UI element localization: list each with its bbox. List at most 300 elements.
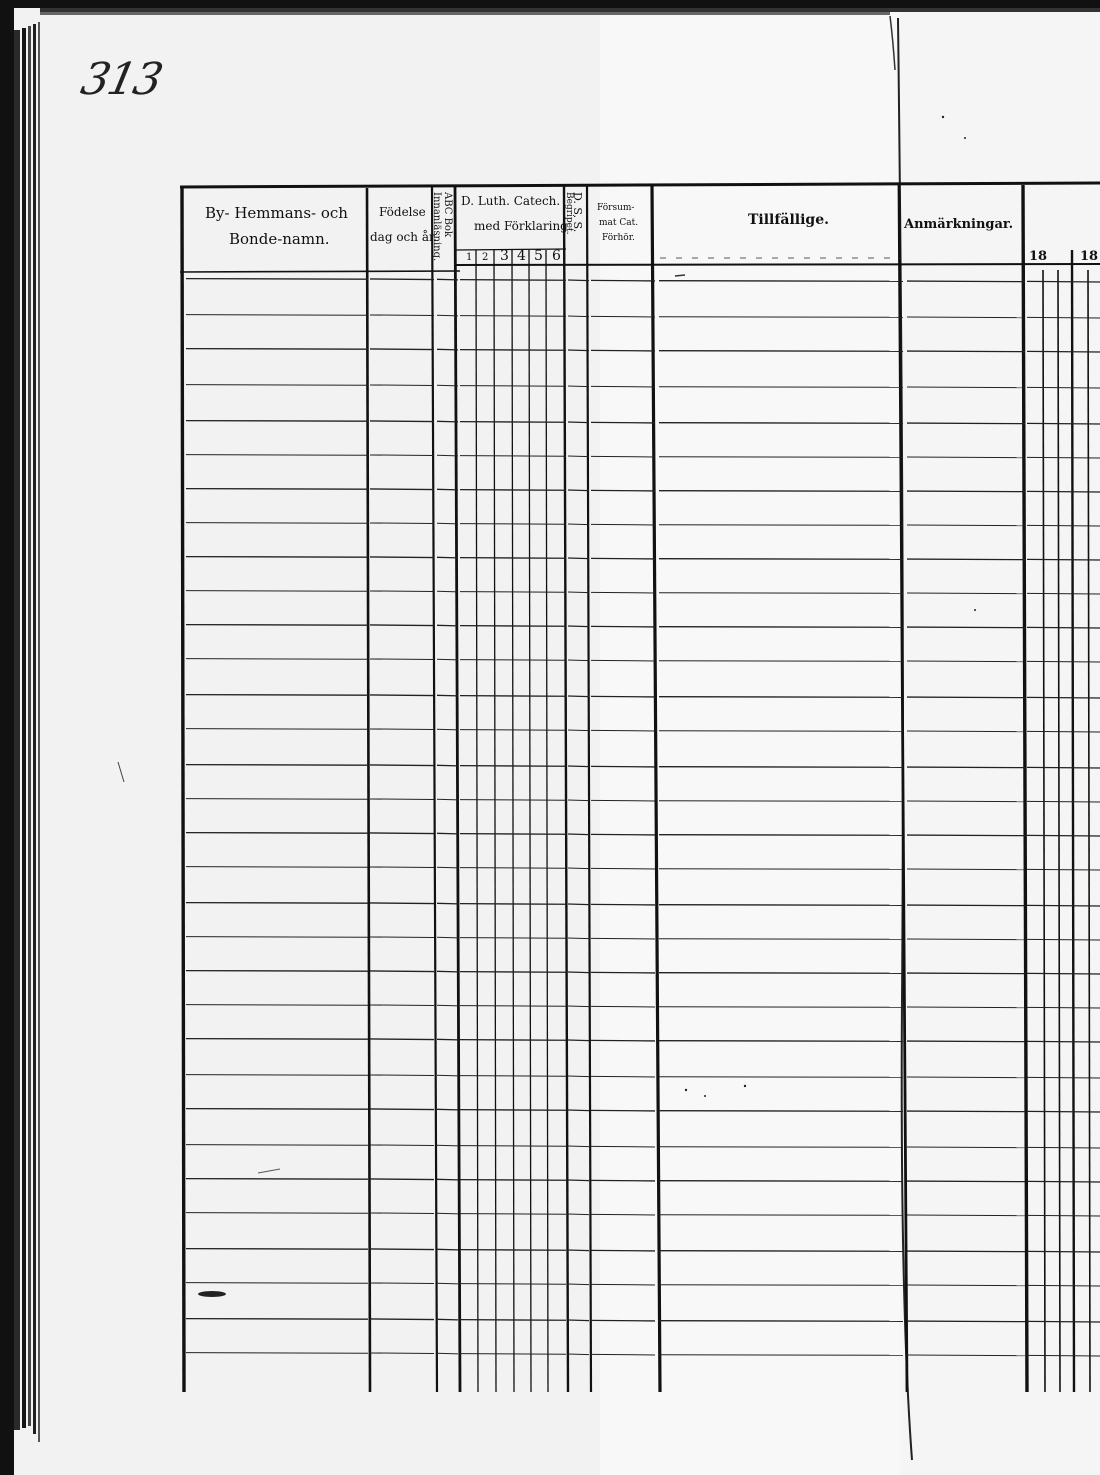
row-rule [568, 868, 589, 869]
catechism-column-1: 1 [466, 252, 473, 263]
header-fodelse: Födelse [379, 205, 426, 219]
catechism-column-3: 3 [500, 248, 509, 264]
row-rule [186, 1353, 368, 1354]
row-rule [186, 1213, 368, 1214]
row-rule [1027, 491, 1100, 492]
row-rule [437, 1249, 458, 1250]
row-rule [591, 800, 655, 801]
row-rule [1027, 1321, 1100, 1322]
row-rule [1027, 1251, 1100, 1252]
row-rule [659, 869, 903, 870]
row-rule [1027, 835, 1100, 836]
row-rule [907, 939, 1025, 940]
row-rule [1027, 317, 1100, 318]
row-rule [659, 387, 903, 388]
row-rule [568, 386, 589, 387]
row-rule [907, 767, 1025, 768]
row-rule [907, 1215, 1025, 1216]
header-d-s-s: D. S. S. [571, 192, 584, 233]
row-rule [659, 491, 903, 492]
row-rule [437, 1353, 458, 1354]
row-rule [370, 765, 434, 766]
row-rule [186, 867, 368, 868]
row-rule [591, 524, 655, 525]
row-rule [568, 696, 589, 697]
row-rule [659, 281, 903, 282]
row-rule [568, 1006, 589, 1007]
row-rule [568, 730, 589, 731]
row-rule [1027, 627, 1100, 628]
header-by-hemmans: By- Hemmans- och [205, 204, 348, 222]
row-rule [460, 1110, 566, 1111]
folio-number: 313 [76, 54, 166, 105]
header-forhor: Förhör. [602, 233, 635, 243]
row-rule [437, 557, 458, 558]
header-med-forklaring: med Förklaring. [474, 219, 572, 233]
row-rule [907, 317, 1025, 318]
row-rule [907, 281, 1025, 282]
row-rule [659, 423, 903, 424]
row-rule [186, 279, 368, 280]
row-rule [437, 729, 458, 730]
row-rule [186, 385, 368, 386]
row-rule [370, 971, 434, 972]
row-rule [568, 1110, 589, 1111]
row-rule [186, 1039, 368, 1040]
row-rule [370, 1005, 434, 1006]
row-rule [659, 939, 903, 940]
row-rule [186, 421, 368, 422]
row-rule [460, 1250, 566, 1251]
row-rule [907, 423, 1025, 424]
row-rule [370, 729, 434, 730]
row-rule [460, 1006, 566, 1007]
row-rule [591, 1354, 655, 1355]
row-rule [591, 350, 655, 351]
row-rule [186, 1145, 368, 1146]
row-rule [591, 316, 655, 317]
row-rule [659, 1111, 903, 1112]
row-rule [460, 350, 566, 351]
row-rule [591, 1006, 655, 1007]
row-rule [437, 1109, 458, 1110]
row-rule [907, 731, 1025, 732]
row-rule [437, 695, 458, 696]
row-rule [591, 834, 655, 835]
row-rule [907, 1321, 1025, 1322]
row-rule [591, 1214, 655, 1215]
row-rule [907, 1041, 1025, 1042]
row-rule [907, 905, 1025, 906]
row-rule [437, 833, 458, 834]
row-rule [460, 1320, 566, 1321]
row-rule [437, 349, 458, 350]
row-rule [370, 385, 434, 386]
row-rule [568, 422, 589, 423]
row-rule [437, 659, 458, 660]
header-innanlasning: Innanläsning. [431, 192, 442, 262]
row-rule [186, 1319, 368, 1320]
row-rule [186, 557, 368, 558]
row-rule [1027, 1181, 1100, 1182]
row-rule [370, 659, 434, 660]
row-rule [186, 315, 368, 316]
row-rule [1027, 559, 1100, 560]
row-rule [460, 1354, 566, 1355]
header-anmarkningar: Anmärkningar. [904, 217, 1014, 232]
header-d-luth-catech: D. Luth. Catech. [461, 194, 561, 208]
row-rule [186, 833, 368, 834]
row-rule [370, 1319, 434, 1320]
row-rule [186, 523, 368, 524]
row-rule [907, 1355, 1025, 1356]
row-rule [437, 903, 458, 904]
row-rule [907, 1111, 1025, 1112]
row-rule [460, 972, 566, 973]
row-rule [1027, 973, 1100, 974]
row-rule [1027, 801, 1100, 802]
row-rule [568, 558, 589, 559]
row-rule [591, 626, 655, 627]
header-bonde-namn: Bonde-namn. [229, 230, 330, 248]
row-rule [370, 1109, 434, 1110]
row-rule [659, 1215, 903, 1216]
row-rule [437, 421, 458, 422]
row-rule [907, 661, 1025, 662]
row-rule [370, 695, 434, 696]
row-rule [370, 937, 434, 938]
row-rule [659, 593, 903, 594]
row-rule [437, 1145, 458, 1146]
row-rule [186, 659, 368, 660]
row-rule [437, 1213, 458, 1214]
row-rule [907, 973, 1025, 974]
row-rule [186, 1179, 368, 1180]
row-rule [591, 592, 655, 593]
row-rule [370, 1283, 434, 1284]
row-rule [907, 835, 1025, 836]
row-rule [568, 316, 589, 317]
row-rule [1027, 661, 1100, 662]
header-begrepet: Begripet. [564, 192, 574, 235]
row-rule [659, 697, 903, 698]
row-rule [370, 421, 434, 422]
row-rule [437, 867, 458, 868]
row-rule [460, 316, 566, 317]
row-rule [591, 972, 655, 973]
row-rule [591, 456, 655, 457]
row-rule [437, 799, 458, 800]
row-rule [1027, 351, 1100, 352]
row-rule [460, 1040, 566, 1041]
row-rule [907, 387, 1025, 388]
row-rule [659, 1007, 903, 1008]
row-rule [591, 938, 655, 939]
row-rule [370, 799, 434, 800]
row-rule [370, 279, 434, 280]
row-rule [460, 800, 566, 801]
row-rule [370, 1179, 434, 1180]
row-rule [370, 625, 434, 626]
row-rule [591, 1320, 655, 1321]
row-rule [437, 1283, 458, 1284]
row-rule [907, 351, 1025, 352]
row-rule [568, 904, 589, 905]
row-rule [460, 592, 566, 593]
row-rule [591, 868, 655, 869]
row-rule [591, 766, 655, 767]
row-rule [591, 696, 655, 697]
row-rule [437, 591, 458, 592]
row-rule [659, 835, 903, 836]
row-rule [659, 317, 903, 318]
row-rule [659, 1285, 903, 1286]
row-rule [460, 1214, 566, 1215]
row-rule [591, 1040, 655, 1041]
row-rule [1027, 387, 1100, 388]
row-rule [591, 1180, 655, 1181]
row-rule [1027, 905, 1100, 906]
row-rule [907, 593, 1025, 594]
row-rule [591, 1284, 655, 1285]
row-rule [370, 1145, 434, 1146]
row-rule [437, 971, 458, 972]
row-rule [370, 1039, 434, 1040]
row-rule [437, 765, 458, 766]
row-rule [1027, 1041, 1100, 1042]
row-rule [907, 1077, 1025, 1078]
row-rule [659, 1251, 903, 1252]
row-rule [591, 386, 655, 387]
row-rule [1027, 525, 1100, 526]
row-rule [186, 1109, 368, 1110]
row-rule [591, 558, 655, 559]
row-rule [1027, 1111, 1100, 1112]
row-rule [186, 1005, 368, 1006]
row-rule [186, 1075, 368, 1076]
row-rule [568, 938, 589, 939]
row-rule [460, 456, 566, 457]
row-rule [186, 765, 368, 766]
row-rule [568, 1320, 589, 1321]
row-rule [568, 626, 589, 627]
row-rule [591, 904, 655, 905]
row-rule [460, 1180, 566, 1181]
row-rule [1027, 1285, 1100, 1286]
row-rule [591, 1250, 655, 1251]
row-rule [1027, 1355, 1100, 1356]
row-rule [659, 1355, 903, 1356]
row-rule [186, 971, 368, 972]
row-rule [659, 1321, 903, 1322]
row-rule [460, 868, 566, 869]
row-rule [186, 903, 368, 904]
row-rule [1027, 281, 1100, 282]
row-rule [568, 524, 589, 525]
row-rule [907, 697, 1025, 698]
row-rule [186, 729, 368, 730]
row-rule [370, 557, 434, 558]
row-rule [907, 801, 1025, 802]
row-rule [437, 625, 458, 626]
row-rule [1027, 869, 1100, 870]
row-rule [1027, 457, 1100, 458]
row-rule [1027, 1147, 1100, 1148]
row-rule [1027, 593, 1100, 594]
row-rule [591, 422, 655, 423]
row-rule [370, 867, 434, 868]
row-rule [1027, 423, 1100, 424]
row-rule [591, 730, 655, 731]
row-rule [568, 1354, 589, 1355]
row-rule [460, 696, 566, 697]
row-rule [186, 349, 368, 350]
row-rule [370, 1353, 434, 1354]
row-rule [370, 903, 434, 904]
row-rule [591, 1110, 655, 1111]
row-rule [370, 489, 434, 490]
row-rule [907, 457, 1025, 458]
row-rule [568, 1250, 589, 1251]
row-rule [1027, 939, 1100, 940]
row-rule [460, 730, 566, 731]
row-rule [907, 559, 1025, 560]
row-rule [659, 351, 903, 352]
row-rule [591, 280, 655, 281]
row-rule [437, 455, 458, 456]
catechism-column-5: 5 [534, 248, 543, 264]
row-rule [460, 524, 566, 525]
row-rule [460, 938, 566, 939]
row-rule [659, 801, 903, 802]
row-rule [437, 1039, 458, 1040]
row-rule [370, 455, 434, 456]
header-forsum: Försum- [597, 203, 635, 213]
row-rule [568, 1040, 589, 1041]
row-rule [460, 834, 566, 835]
row-rule [659, 1041, 903, 1042]
row-rule [568, 350, 589, 351]
row-rule [437, 1005, 458, 1006]
row-rule [568, 592, 589, 593]
row-rule [370, 349, 434, 350]
row-rule [460, 1146, 566, 1147]
row-rule [907, 491, 1025, 492]
row-rule [1027, 697, 1100, 698]
row-rule [568, 1076, 589, 1077]
row-rule [907, 525, 1025, 526]
row-rule [591, 1146, 655, 1147]
row-rule [370, 591, 434, 592]
row-rule [460, 422, 566, 423]
row-rule [460, 766, 566, 767]
row-rule [437, 1319, 458, 1320]
row-rule [568, 800, 589, 801]
row-rule [370, 1075, 434, 1076]
row-rule [437, 385, 458, 386]
row-rule [659, 627, 903, 628]
year-prefix-2: 18 [1080, 249, 1099, 264]
row-rule [370, 315, 434, 316]
row-rule [659, 661, 903, 662]
row-rule [460, 490, 566, 491]
row-rule [907, 1251, 1025, 1252]
row-rule [568, 280, 589, 281]
row-rule [186, 625, 368, 626]
row-rule [659, 905, 903, 906]
row-rule [659, 525, 903, 526]
catechism-column-2: 2 [482, 252, 489, 263]
catechism-column-6: 6 [552, 248, 561, 264]
row-rule [659, 1077, 903, 1078]
row-rule [659, 731, 903, 732]
row-rule [460, 386, 566, 387]
row-rule [186, 455, 368, 456]
row-rule [460, 280, 566, 281]
row-rule [370, 833, 434, 834]
header-tillfallige: Tillfällige. [748, 212, 829, 228]
row-rule [568, 660, 589, 661]
row-rule [437, 489, 458, 490]
row-rule [568, 972, 589, 973]
row-rule [186, 695, 368, 696]
row-rule [1027, 767, 1100, 768]
row-rule [659, 559, 903, 560]
row-rule [437, 1179, 458, 1180]
row-rule [460, 558, 566, 559]
row-rule [186, 489, 368, 490]
row-rule [370, 523, 434, 524]
row-rule [659, 1181, 903, 1182]
row-rule [659, 1147, 903, 1148]
row-rule [370, 1213, 434, 1214]
row-rule [437, 279, 458, 280]
header-mat-cat: mat Cat. [599, 218, 639, 228]
row-rule [659, 767, 903, 768]
row-rule [907, 627, 1025, 628]
row-rule [460, 1076, 566, 1077]
row-rule [186, 591, 368, 592]
row-rule [1027, 1077, 1100, 1078]
row-rule [186, 799, 368, 800]
row-rule [1027, 1215, 1100, 1216]
catechism-column-4: 4 [517, 248, 526, 264]
row-rule [568, 1146, 589, 1147]
header-abc-bok: ABC Bok [442, 192, 453, 238]
row-rule [460, 660, 566, 661]
row-rule [659, 973, 903, 974]
row-rule [568, 766, 589, 767]
row-rule [591, 490, 655, 491]
row-rule [370, 1249, 434, 1250]
row-rule [186, 1249, 368, 1250]
row-rule [186, 1283, 368, 1284]
row-rule [568, 1214, 589, 1215]
row-rule [907, 1181, 1025, 1182]
row-rule [568, 490, 589, 491]
row-rule [568, 834, 589, 835]
row-rule [186, 937, 368, 938]
row-rule [1027, 731, 1100, 732]
header-dag-och-ar: dag och år. [370, 230, 438, 244]
row-rule [460, 626, 566, 627]
row-rule [907, 1147, 1025, 1148]
row-rule [907, 1007, 1025, 1008]
row-rule [907, 869, 1025, 870]
year-prefix-1: 18 [1029, 249, 1048, 264]
row-rule [907, 1285, 1025, 1286]
row-rule [568, 1284, 589, 1285]
